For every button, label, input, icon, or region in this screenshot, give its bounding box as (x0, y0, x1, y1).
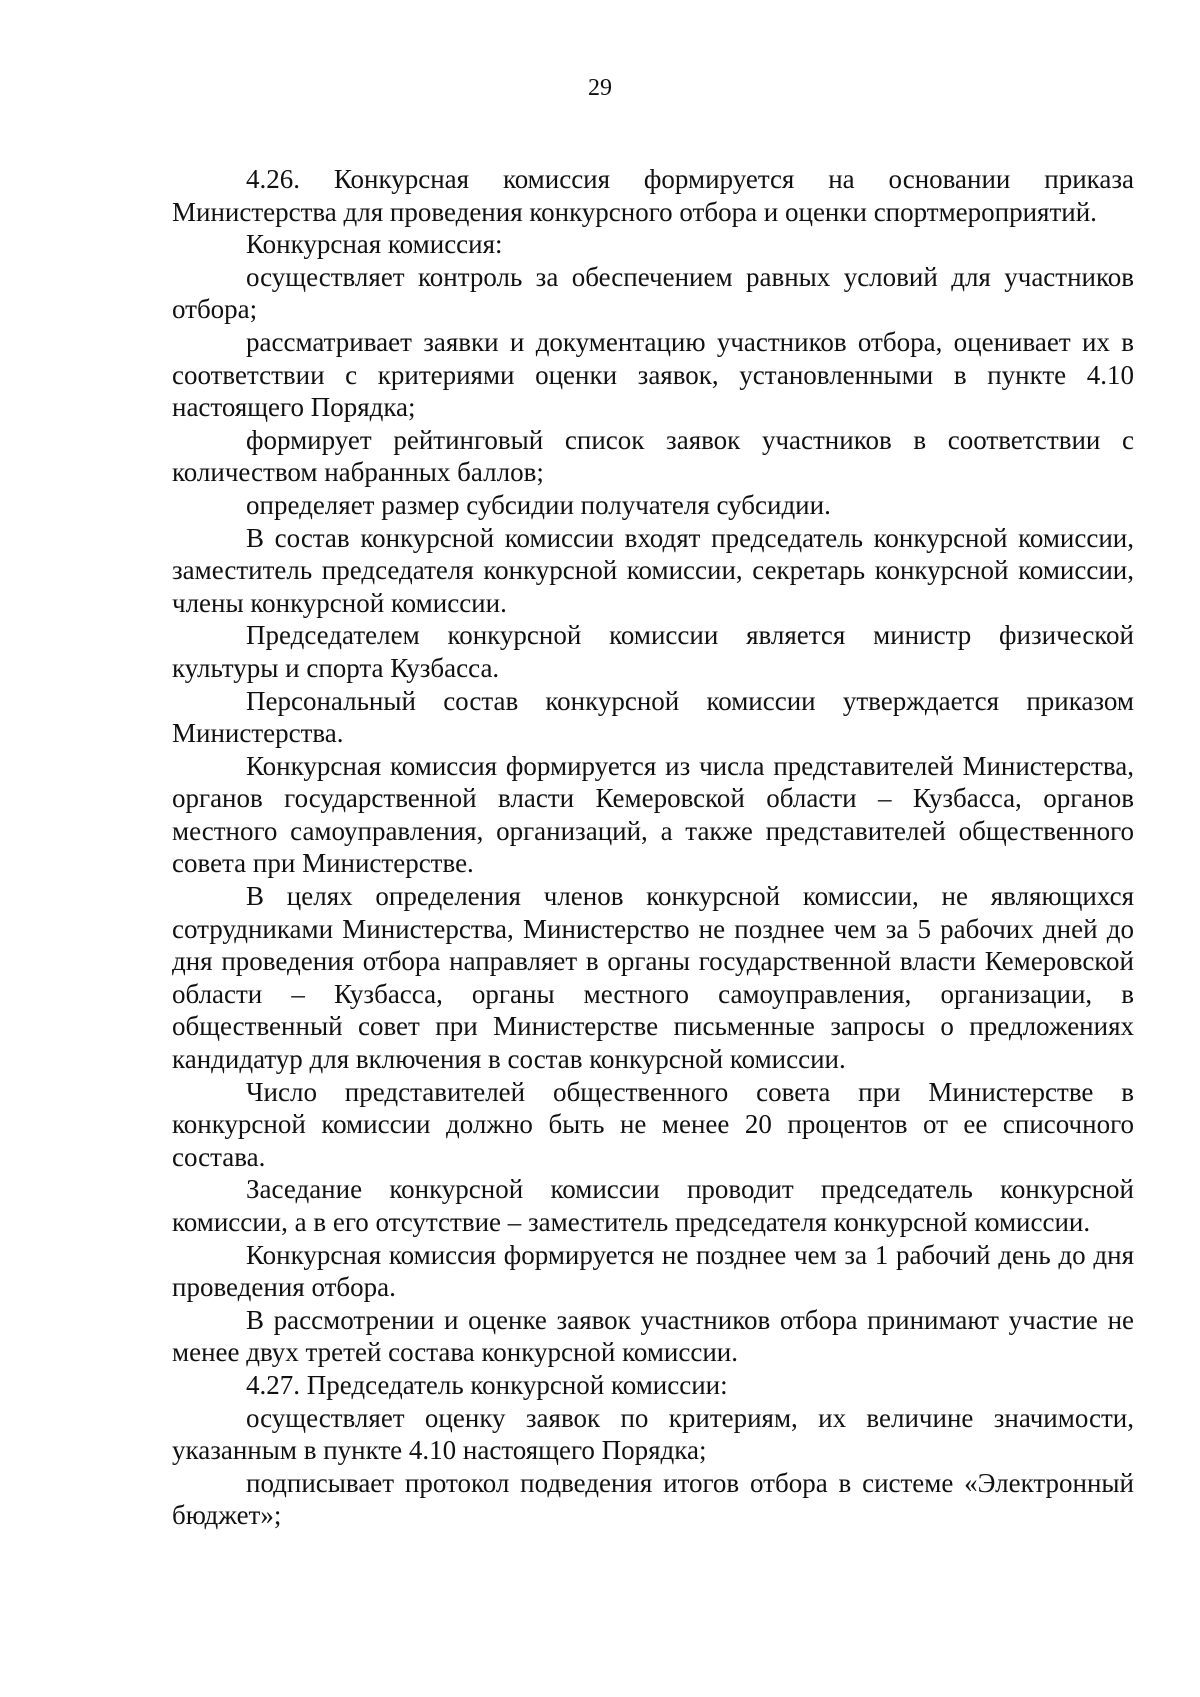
paragraph-commission-heading: Конкурсная комиссия: (246, 229, 503, 260)
paragraph-rating-list: формирует рейтинговый список заявок участников в соответствии с количеством набранных баллов; (172, 424, 1134, 488)
paragraph-formation-members: Конкурсная комиссия формируется из числа представителей Министерства, органов государственной власти Кемеровской области – Кузбасса, органов местного самоуправления, организаций, а также представителей общественного совета при Министерстве. (172, 750, 1134, 879)
paragraph-chairman: Председателем конкурсной комиссии является министр физической культуры и спорта Кузбасса. (172, 620, 1134, 683)
paragraph-formation-deadline: Конкурсная комиссия формируется не позднее чем за 1 рабочий день до дня проведения отбора. (172, 1239, 1134, 1303)
paragraph-public-council-share: Число представителей общественного совета при Министерстве в конкурсной комиссии должно быть не менее 20 процентов от ее списочного состава. (172, 1076, 1134, 1172)
paragraph-review-applications: рассматривает заявки и документацию участников отбора, оценивает их в соответствии с критериями оценки заявок, установленными в пункте 4.10 настоящего Порядка; (172, 326, 1134, 423)
paragraph-personal-composition: Персональный состав конкурсной комиссии утверждается приказом Министерства. (172, 685, 1134, 749)
paragraph-subsidy-size: определяет размер субсидии получателя субсидии. (246, 489, 831, 520)
paragraph-quorum: В рассмотрении и оценке заявок участников отбора принимают участие не менее двух третей состава конкурсной комиссии. (172, 1304, 1134, 1368)
paragraph-sign-protocol: подписывает протокол подведения итогов отбора в системе «Электронный бюджет»; (172, 1467, 1134, 1531)
paragraph-control-conditions: осуществляет контроль за обеспечением равных условий для участников отбора; (172, 261, 1134, 325)
paragraph-commission-composition: В состав конкурсной комиссии входят председатель конкурсной комиссии, заместитель председателя конкурсной комиссии, секретарь конкурсной комиссии, члены конкурсной комиссии. (172, 522, 1134, 618)
paragraph-member-requests: В целях определения членов конкурсной комиссии, не являющихся сотрудниками Министерства, Министерство не позднее чем за 5 рабочих дней до дня проведения отбора направляет в органы государственной власти Кемеровской области – Кузбасса, органы местного самоуправления, организации, в общественный совет при Министерстве письменные запросы о предложениях кандидатур для включения в состав конкурсной комиссии. (172, 881, 1134, 1075)
document-body (172, 163, 1134, 1532)
page-number: 29 (588, 75, 612, 101)
paragraph-evaluation-criteria: осуществляет оценку заявок по критериям, их величине значимости, указанным в пункте 4.10 настоящего Порядка; (172, 1402, 1134, 1466)
paragraph-meeting-chair: Заседание конкурсной комиссии проводит председатель конкурсной комиссии, а в его отсутствие – заместитель председателя конкурсной комиссии. (172, 1174, 1134, 1237)
paragraph-4-27: 4.27. Председатель конкурсной комиссии: (246, 1369, 728, 1400)
paragraph-4-26: 4.26. Конкурсная комиссия формируется на основании приказа Министерства для проведения конкурсного отбора и оценки спортмероприятий. (172, 164, 1134, 227)
